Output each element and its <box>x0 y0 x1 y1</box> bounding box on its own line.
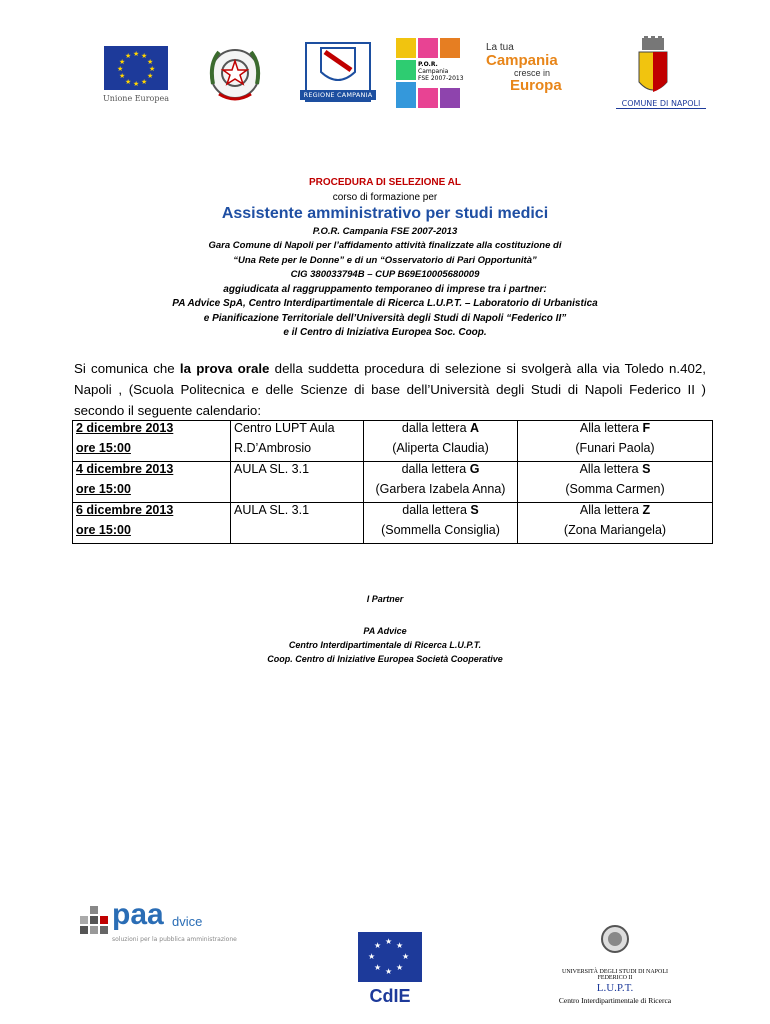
project-info <box>0 225 770 340</box>
schedule-to-name: (Zona Mariangela) <box>518 523 713 544</box>
campania-europa: Europa <box>510 77 562 94</box>
paa-suffix: dvice <box>172 914 203 929</box>
por-line: Campania <box>418 68 449 75</box>
to-label: Alla lettera <box>579 503 643 517</box>
schedule-date: 2 dicembre 2013 <box>73 421 231 442</box>
table-row <box>73 462 713 483</box>
eu-label: Unione Europea <box>103 94 169 103</box>
svg-text:★: ★ <box>396 941 404 950</box>
partner-item: PA Advice <box>363 626 407 636</box>
table-row <box>73 421 713 442</box>
italian-republic-emblem-icon <box>205 44 265 106</box>
schedule-time: ore 15:00 <box>73 523 231 544</box>
procedure-heading: PROCEDURA DI SELEZIONE AL <box>308 177 462 188</box>
to-letter: F <box>642 421 651 435</box>
pa-advice-squares-icon <box>80 906 110 940</box>
schedule-from-name: (Sommella Consiglia) <box>364 523 518 544</box>
schedule-from-name: (Aliperta Claudia) <box>364 441 518 462</box>
unina-lupt-logo <box>540 924 690 1005</box>
paa-tagline: soluzioni per la pubblica amministrazione <box>112 936 237 943</box>
campania-cresce: cresce in <box>514 68 551 78</box>
to-letter: Z <box>642 503 651 517</box>
partner-item: Centro Interdipartimentale di Ricerca L.U.P.T. <box>288 640 482 650</box>
schedule-room-2 <box>231 482 364 503</box>
cig-line: CIG 380033794B – CUP B69E10005680009 <box>290 268 480 280</box>
por-line: P.O.R. Campania FSE 2007-2013 <box>312 226 458 237</box>
table-row <box>73 523 713 544</box>
from-letter: G <box>469 462 480 476</box>
intro-after: della suddetta procedura di selezione si svolgerà alla via Toledo n.402, Napoli , (Scuola Politecnica e delle Scienze di base dell’Università degli Studi di Napoli Federico II ) secondo il seguente calendario: <box>74 361 706 418</box>
from-letter: A <box>470 421 480 435</box>
table-row <box>73 482 713 503</box>
to-label: Alla lettera <box>579 462 643 476</box>
partner-line-3: e il Centro di Iniziativa Europea Soc. Coop. <box>283 327 487 339</box>
por-line: FSE 2007-2013 <box>418 75 464 82</box>
schedule-room: AULA SL. 3.1 <box>231 503 364 524</box>
comune-label: COMUNE DI NAPOLI <box>616 99 706 109</box>
campania-la-tua: La tua <box>486 42 514 53</box>
schedule-room-2 <box>231 523 364 544</box>
schedule-room: Centro LUPT Aula <box>231 421 364 442</box>
schedule-time: ore 15:00 <box>73 482 231 503</box>
to-letter: S <box>642 462 651 476</box>
course-title: Assistente amministrativo per studi medici <box>221 205 549 222</box>
table-row <box>73 503 713 524</box>
from-label: dalla lettera <box>401 462 470 476</box>
regione-label: REGIONE CAMPANIA <box>300 90 376 100</box>
partner-item: Coop. Centro di Iniziative Europea Società Cooperative <box>267 654 503 664</box>
schedule-from-name: (Garbera Izabela Anna) <box>364 482 518 503</box>
unina-line-2: FEDERICO II <box>597 975 633 981</box>
rete-line <box>0 254 770 268</box>
unina-seal-icon <box>599 924 631 954</box>
to-label: Alla lettera <box>579 421 643 435</box>
cdie-stars-icon <box>358 932 422 982</box>
schedule-date: 4 dicembre 2013 <box>73 462 231 483</box>
table-row <box>73 441 713 462</box>
eu-flag-icon: ★ ★ ★ ★ ★ ★ ★ ★ ★ ★ ★ ★ <box>104 46 168 90</box>
partners-heading: I Partner <box>366 594 404 604</box>
svg-text:★: ★ <box>396 963 404 972</box>
schedule-to <box>518 462 713 483</box>
schedule-room: AULA SL. 3.1 <box>231 462 364 483</box>
course-intro: corso di formazione per <box>332 192 438 203</box>
campania-name: Campania <box>486 52 558 69</box>
from-label: dalla lettera <box>401 421 471 435</box>
lupt-label: L.U.P.T. <box>596 982 634 994</box>
announcement-paragraph <box>74 358 706 421</box>
schedule-from <box>364 503 518 524</box>
paa-main: paa <box>112 898 164 931</box>
schedule-from <box>364 462 518 483</box>
schedule-to-name: (Somma Carmen) <box>518 482 713 503</box>
schedule-table <box>72 420 713 544</box>
aggiudicata-line: aggiudicata al raggruppamento temporaneo di imprese tra i partner: <box>223 284 547 296</box>
from-letter: S <box>470 503 479 517</box>
lupt-caption: Centro Interdipartimentale di Ricerca <box>558 996 672 1005</box>
svg-text:★: ★ <box>402 952 410 961</box>
rete-text: “Una Rete per le Donne” e di un “Osservatorio di Pari Opportunità” <box>233 254 537 266</box>
intro-bold: la prova orale <box>179 361 270 376</box>
por-line: P.O.R. <box>418 61 438 68</box>
svg-text:★: ★ <box>385 967 393 976</box>
svg-text:★: ★ <box>374 963 382 972</box>
schedule-to <box>518 421 713 442</box>
from-label: dalla lettera <box>402 503 471 517</box>
partners-list <box>0 624 770 666</box>
cdie-label: CdIE <box>369 986 411 1006</box>
svg-text:★: ★ <box>385 937 393 946</box>
schedule-to-name: (Funari Paola) <box>518 441 713 462</box>
gara-line: Gara Comune di Napoli per l’affidamento attività finalizzate alla costituzione di <box>208 240 562 252</box>
cdie-logo <box>358 932 422 1006</box>
svg-text:★: ★ <box>374 941 382 950</box>
schedule-room-2: R.D’Ambrosio <box>231 441 364 462</box>
schedule-time: ore 15:00 <box>73 441 231 462</box>
partner-line-1: PA Advice SpA, Centro Interdipartimentale di Ricerca L.U.P.T. – Laboratorio di Urbanistica <box>172 298 598 310</box>
partner-line-2: e Pianificazione Territoriale dell’Università degli Studi di Napoli “Federico II” <box>203 312 567 324</box>
campania-cresce-logo <box>486 42 576 94</box>
pa-advice-logo <box>80 898 250 948</box>
napoli-crest-icon <box>636 36 670 98</box>
schedule-to <box>518 503 713 524</box>
schedule-from <box>364 421 518 442</box>
campania-shield-icon <box>307 44 369 88</box>
intro-before: Si comunica che <box>74 361 180 376</box>
svg-text:★: ★ <box>368 952 376 961</box>
por-text <box>418 61 464 82</box>
unina-line-1: UNIVERSITÀ DEGLI STUDI DI NAPOLI <box>562 969 668 975</box>
schedule-date: 6 dicembre 2013 <box>73 503 231 524</box>
